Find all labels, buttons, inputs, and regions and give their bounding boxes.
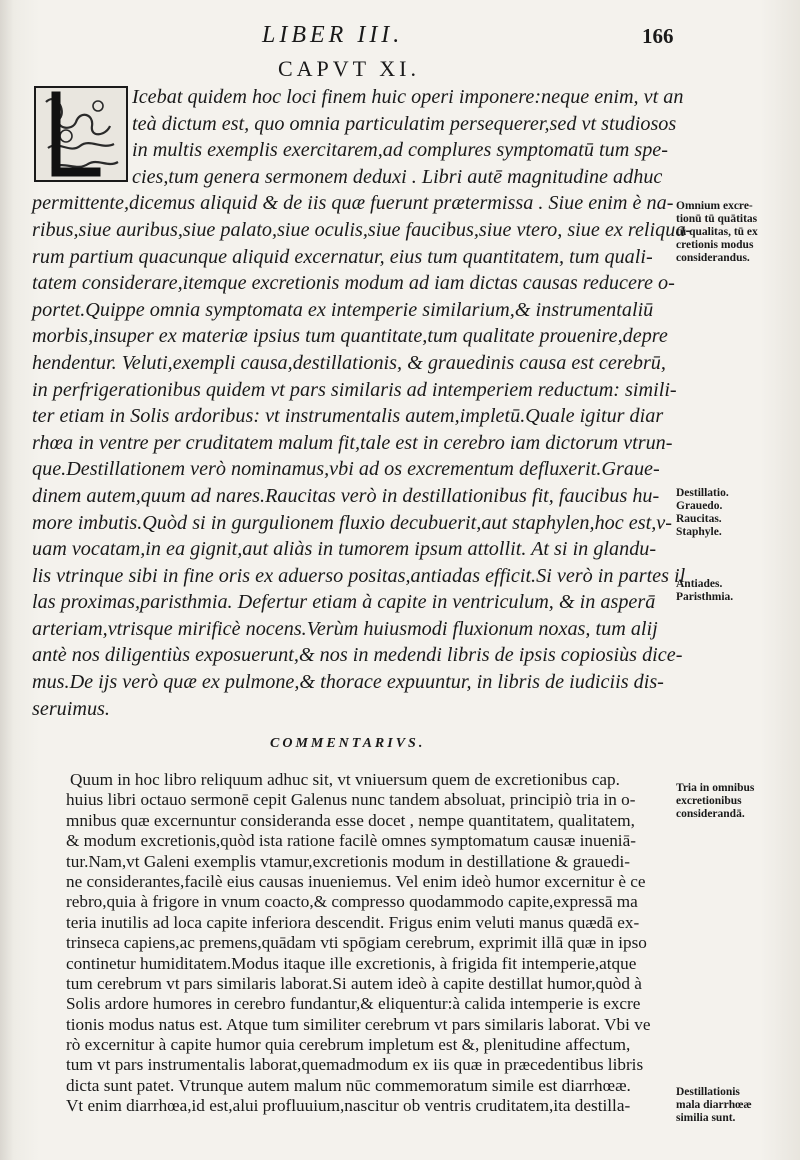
main-text-body	[32, 84, 693, 722]
main-text-line: las proximas,paristhmia. Defertur etiam à capite in ventriculum, & in asperā	[32, 591, 656, 614]
main-text-line: lis vtrinque sibi in fine oris ex aduerso positas,antiadas efficit.Si verò in partes il	[32, 564, 686, 587]
margin-note	[676, 782, 796, 821]
main-text-line: ribus,siue auribus,siue palato,siue oculis,siue faucibus,siue vtero, siue ex reliqua-	[32, 218, 693, 241]
margin-note-line: Omnium excre-	[676, 200, 753, 212]
margin-note-line: considerandus.	[676, 252, 750, 264]
running-head: LIBER III.	[262, 22, 404, 48]
main-text-line: uam vocatam,in ea gignit,aut aliàs in tumorem ipsum attollit. At si in glandu-	[32, 538, 657, 561]
page-number: 166	[642, 24, 674, 48]
commentary-line: rebro,quia à frigore in vnum coacto,& compresso quodammodo capite,expressā ma	[66, 892, 638, 912]
margin-note-line: Antiades.	[676, 578, 723, 590]
margin-note-line: considerandā.	[676, 808, 745, 820]
margin-note-line: tionū tū quātitas	[676, 213, 758, 225]
main-text-line: tatem considerare,itemque excretionis modum ad iam dictas causas reducere o-	[32, 272, 675, 295]
commentary-line: teria inutilis ad loca capite inferiora descendit. Frigus enim veluti manus quædā ex-	[66, 912, 640, 932]
margin-note-line: mala diarrhœæ	[676, 1099, 752, 1111]
main-text-line: portet.Quippe omnia symptomata ex intemperie similarium,& instrumentaliū	[32, 298, 654, 321]
commentary-line: tum vt pars instrumentalis laborat,quemadmodum ex iis quæ in præcedentibus libris	[66, 1055, 644, 1075]
margin-note-line: Staphyle.	[676, 526, 722, 538]
commentary-line: tum cerebrum vt pars similaris laborat.Si autem ideò à capite destillat humor,quòd à	[66, 973, 642, 993]
main-text-line: ter etiam in Solis ardoribus: vt instrumentalis autem,impletū.Quale igitur diar	[32, 405, 664, 428]
margin-note-line: Paristhmia.	[676, 591, 734, 603]
commentary-line: Quum in hoc libro reliquum adhuc sit, vt vniuersum quem de excretionibus cap.	[70, 770, 620, 789]
main-text-line: in multis exemplis exercitarem,ad complures symptomatū tum spe-	[132, 139, 668, 162]
margin-note-line: Tria in omnibus	[676, 782, 755, 794]
main-text-line: cies,tum genera sermonem deduxi . Libri autē magnitudine adhuc	[132, 165, 663, 188]
commentary-line: ne considerantes,facilè eius causas inueniemus. Vel enim ideò humor excernitur è ce	[66, 871, 646, 891]
margin-note-line: similia sunt.	[676, 1112, 736, 1124]
margin-note-line: tū qualitas, tū ex	[676, 226, 758, 238]
margin-note-line: excretionibus	[676, 795, 742, 807]
main-text-line: arteriam,vtrisque mirificè nocens.Verùm huiusmodi fluxionum noxas, tum alij	[32, 617, 658, 640]
commentary-line: trinseca capiens,ac premens,quādam vti spōgiam cerebrum, exprimit illā quæ in ipso	[66, 933, 647, 953]
margin-note	[676, 578, 796, 604]
commentary-line: tionis modus natus est. Atque tum similiter cerebrum vt pars similaris laborat. Vbi ve	[66, 1014, 651, 1034]
commentary-line: Vt enim diarrhœa,id est,alui profluuium,nascitur ob ventris cruditatem,ita destilla-	[66, 1096, 631, 1116]
commentary-line: rò excernitur à capite humor quia cerebrum impletum est &, plenitudine affectum,	[66, 1035, 631, 1055]
main-text-line: morbis,insuper ex materiæ ipsius tum quantitate,tum qualitate prouenire,depre	[32, 325, 668, 348]
main-text-line: hendentur. Veluti,exempli causa,destillationis, & grauedinis causa est cerebrū,	[32, 351, 666, 374]
commentary-body	[66, 770, 676, 1117]
chapter-title: CAPVT XI.	[278, 56, 420, 81]
margin-note-line: cretionis modus	[676, 239, 754, 251]
commentary-line: Solis ardore humores in cerebro fundantur,& eliquentur:à calida intemperie is excre	[66, 994, 641, 1014]
margin-note	[676, 1086, 796, 1125]
margin-note-line: Destillatio.	[676, 487, 729, 499]
main-text-line: more imbutis.Quòd si in gurgulionem fluxio decubuerit,aut staphylen,hoc est,v-	[32, 511, 672, 534]
main-text-line: dinem autem,quum ad nares.Raucitas verò in destillationibus fit, faucibus hu-	[32, 484, 660, 507]
commentary-line: huius libri octauo sermonē cepit Galenus nunc tandem absoluat, principiò tria in o-	[66, 790, 636, 810]
section-heading: COMMENTARIVS.	[270, 736, 426, 751]
main-text-line: Icebat quidem hoc loci finem huic operi imponere:neque enim, vt an	[132, 86, 684, 108]
commentary-line: dicta sunt patet. Vtrunque autem malum nūc commemoratum simile est diarrhœæ.	[66, 1075, 631, 1095]
main-text-line: in perfrigerationibus quidem vt pars similaris ad intemperiem reductum: simili-	[32, 378, 677, 401]
commentary-line: continetur humiditatem.Modus itaque ille excretionis, à frigida fit intemperie,atque	[66, 953, 637, 973]
commentary-line: & modum excretionis,quòd ista ratione facilè omnes symptomatum causæ inueniā-	[66, 831, 636, 851]
margin-note	[676, 487, 796, 539]
margin-note-line: Destillationis	[676, 1086, 740, 1098]
main-text-line: antè nos diligentiùs exposuerunt,& nos in medendi libris de ipsis copiosiùs dice-	[32, 644, 683, 667]
main-text-line: permittente,dicemus aliquid & de iis quæ fuerunt prætermissa . Siue enim è na-	[32, 192, 674, 215]
main-text-line: teà dictum est, quo omnia particulatim persequerer,sed vt studiosos	[132, 112, 677, 135]
main-text-line: seruimus.	[32, 697, 110, 720]
commentary-line: tur.Nam,vt Galeni exemplis vtamur,excretionis modum in destillatione & grauedi-	[66, 851, 630, 871]
commentary-line: mnibus quæ excernuntur consideranda esse docet , nempe quantitatem, qualitatem,	[66, 810, 635, 830]
main-text-line: rum partium quacunque aliquid excernatur, eius tum quantitatem, tum quali-	[32, 245, 653, 268]
main-text-line: rhœa in ventre per cruditatem malum fit,tale est in cerebro iam dictorum vtrun-	[32, 431, 673, 454]
main-text-line: que.Destillationem verò nominamus,vbi ad os excrementum defluxerit.Graue-	[32, 458, 660, 481]
margin-note	[676, 200, 796, 265]
margin-note-line: Raucitas.	[676, 513, 722, 525]
margin-note-line: Grauedo.	[676, 500, 723, 512]
main-text-line: mus.De ijs verò quæ ex pulmone,& thorace expuuntur, in libris de iudiciis dis-	[32, 671, 664, 694]
